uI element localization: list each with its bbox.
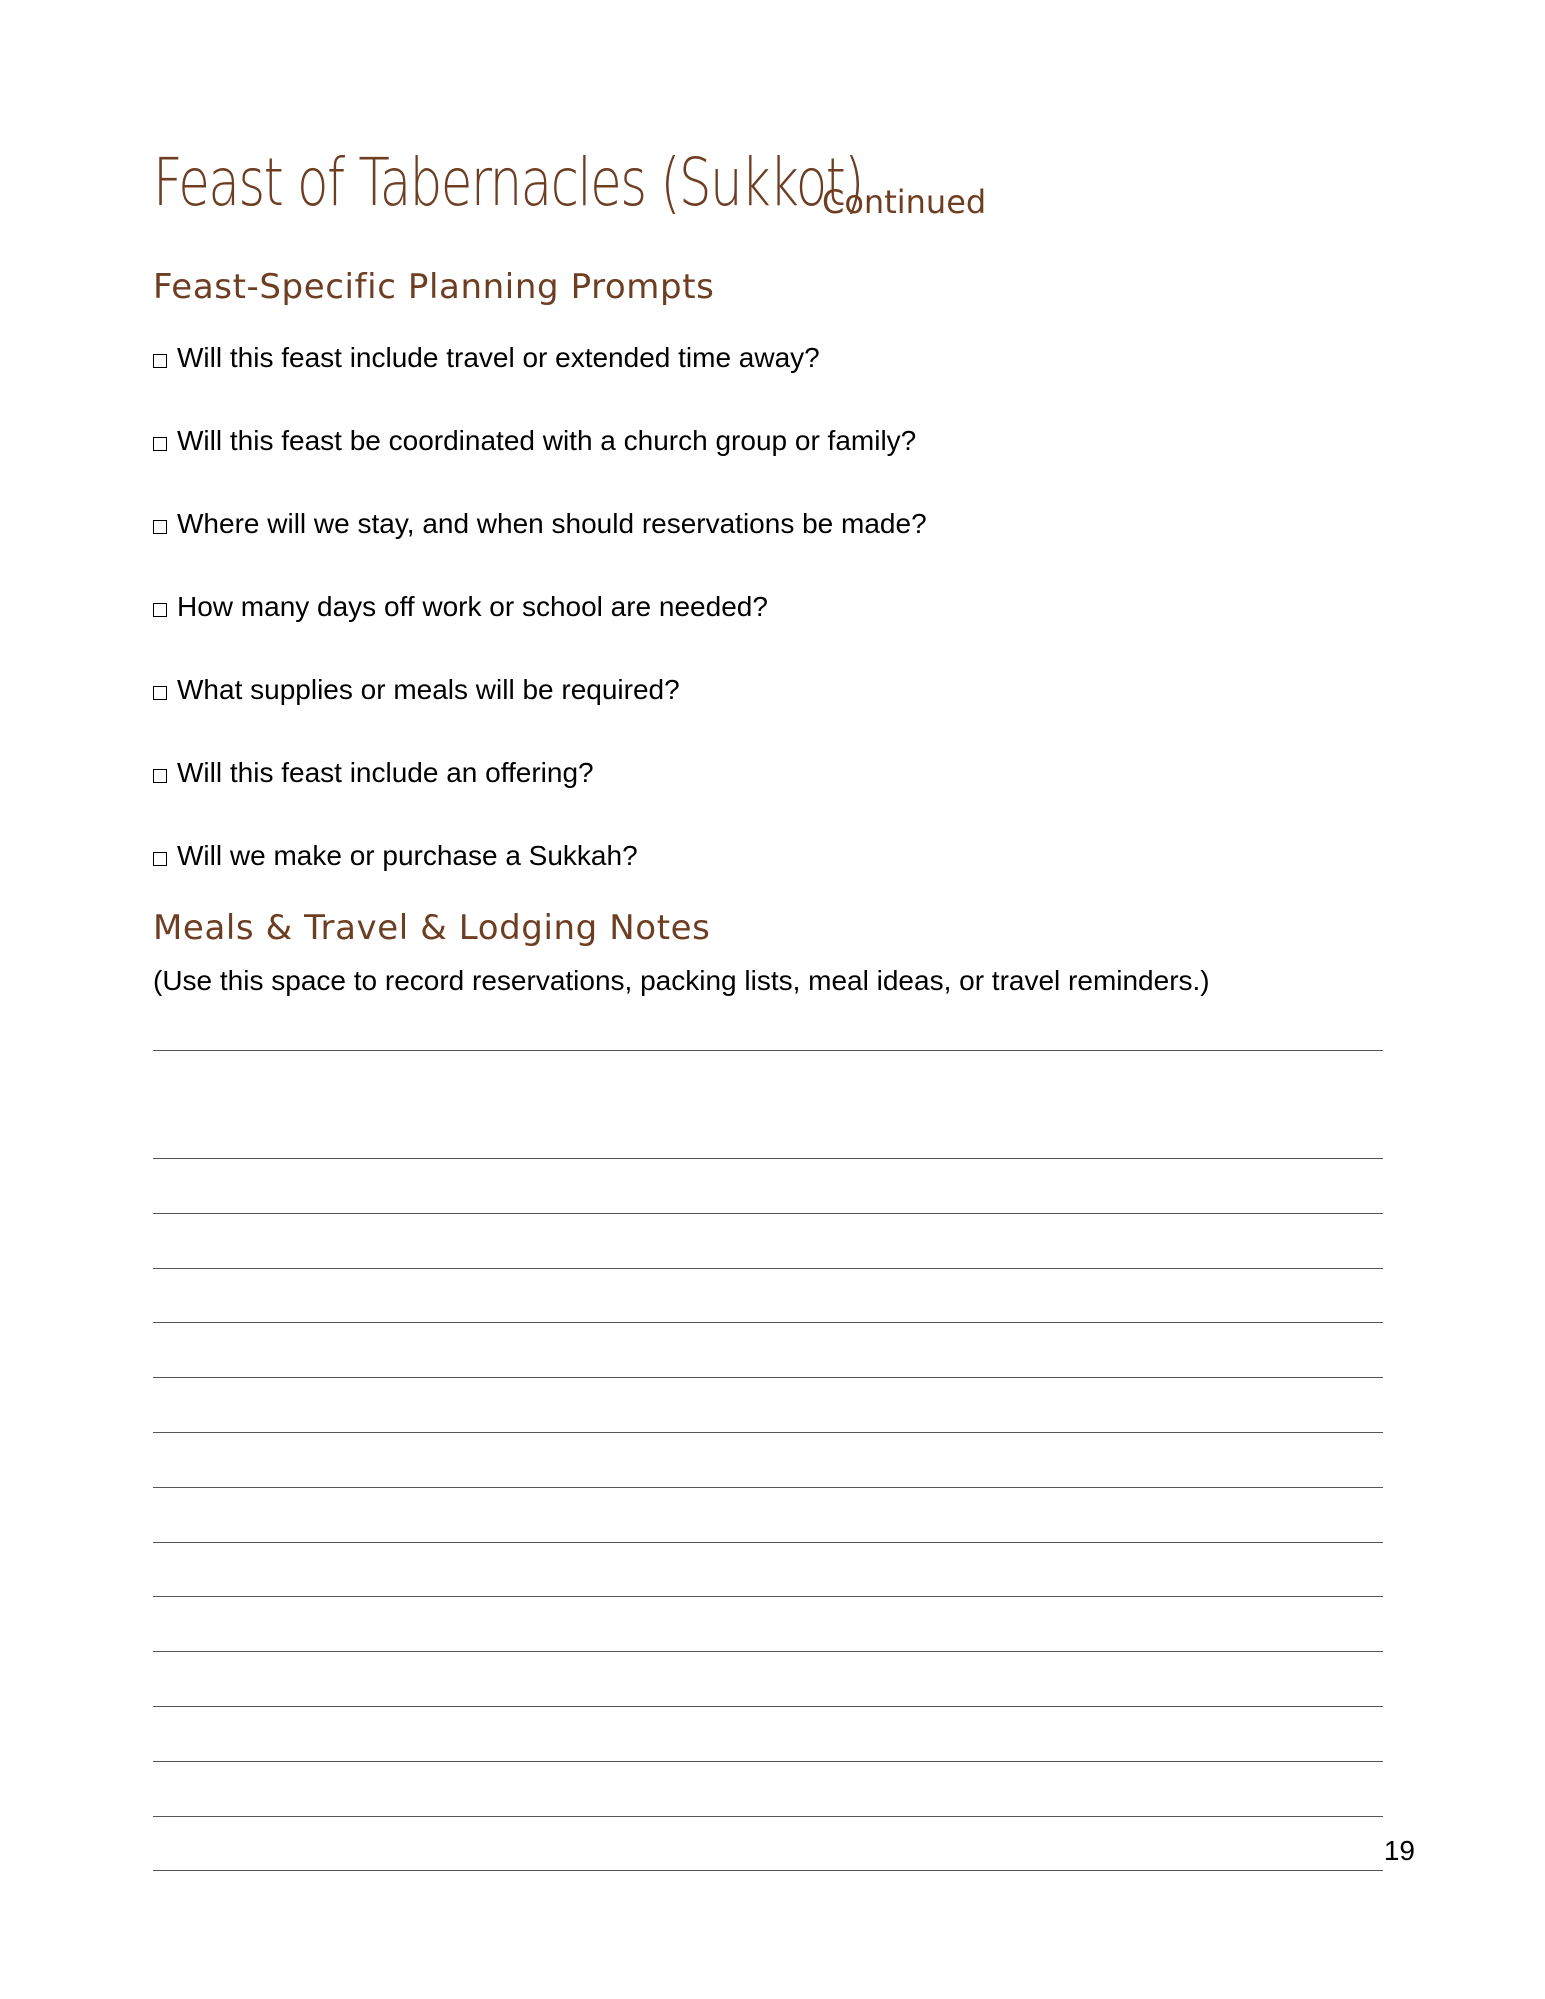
page-title-continued: Continued [822,183,987,221]
note-line[interactable] [153,1488,1383,1543]
note-line[interactable] [153,1214,1383,1269]
notes-heading: Meals & Travel & Lodging Notes [153,908,711,948]
planning-prompt-item [153,756,927,839]
note-line[interactable] [153,1652,1383,1707]
note-line[interactable] [153,1269,1383,1324]
note-line[interactable] [153,1323,1383,1378]
page-number: 19 [1383,1835,1415,1866]
notes-instructions: (Use this space to record reservations, packing lists, meal ideas, or travel reminders.) [153,965,1210,996]
planning-prompt-item [153,341,927,424]
note-line[interactable] [153,1597,1383,1652]
planning-prompt-label: What supplies or meals will be required? [177,674,680,705]
planning-prompt-label: Where will we stay, and when should reservations be made? [177,508,927,539]
checkbox-icon[interactable] [153,603,167,617]
checkbox-icon[interactable] [153,520,167,534]
note-line[interactable] [153,1762,1383,1817]
note-line[interactable] [153,1050,1383,1051]
note-line[interactable] [153,1104,1383,1159]
page-title [153,144,1063,221]
note-line[interactable] [153,1707,1383,1762]
checkbox-icon[interactable] [153,354,167,368]
planning-prompt-label: Will this feast include travel or extended time away? [177,342,820,373]
checkbox-icon[interactable] [153,769,167,783]
planning-prompt-item [153,424,927,507]
planning-prompt-item [153,673,927,756]
planning-prompts-list [153,341,927,922]
notes-writing-area[interactable] [153,1050,1383,1871]
planning-prompt-label: Will we make or purchase a Sukkah? [177,840,638,871]
planning-prompts-heading: Feast-Specific Planning Prompts [153,267,715,307]
planning-prompt-label: Will this feast be coordinated with a church group or family? [177,425,917,456]
planning-prompt-label: How many days off work or school are needed? [177,591,768,622]
note-line[interactable] [153,1159,1383,1214]
planning-prompt-item [153,590,927,673]
note-line[interactable] [153,1817,1383,1872]
checkbox-icon[interactable] [153,686,167,700]
note-line[interactable] [153,1543,1383,1598]
page-title-text: Feast of Tabernacles (Sukkot) [153,144,863,221]
note-line[interactable] [153,1378,1383,1433]
planning-prompt-label: Will this feast include an offering? [177,757,594,788]
planning-prompt-item [153,507,927,590]
checkbox-icon[interactable] [153,852,167,866]
checkbox-icon[interactable] [153,437,167,451]
note-line[interactable] [153,1433,1383,1488]
